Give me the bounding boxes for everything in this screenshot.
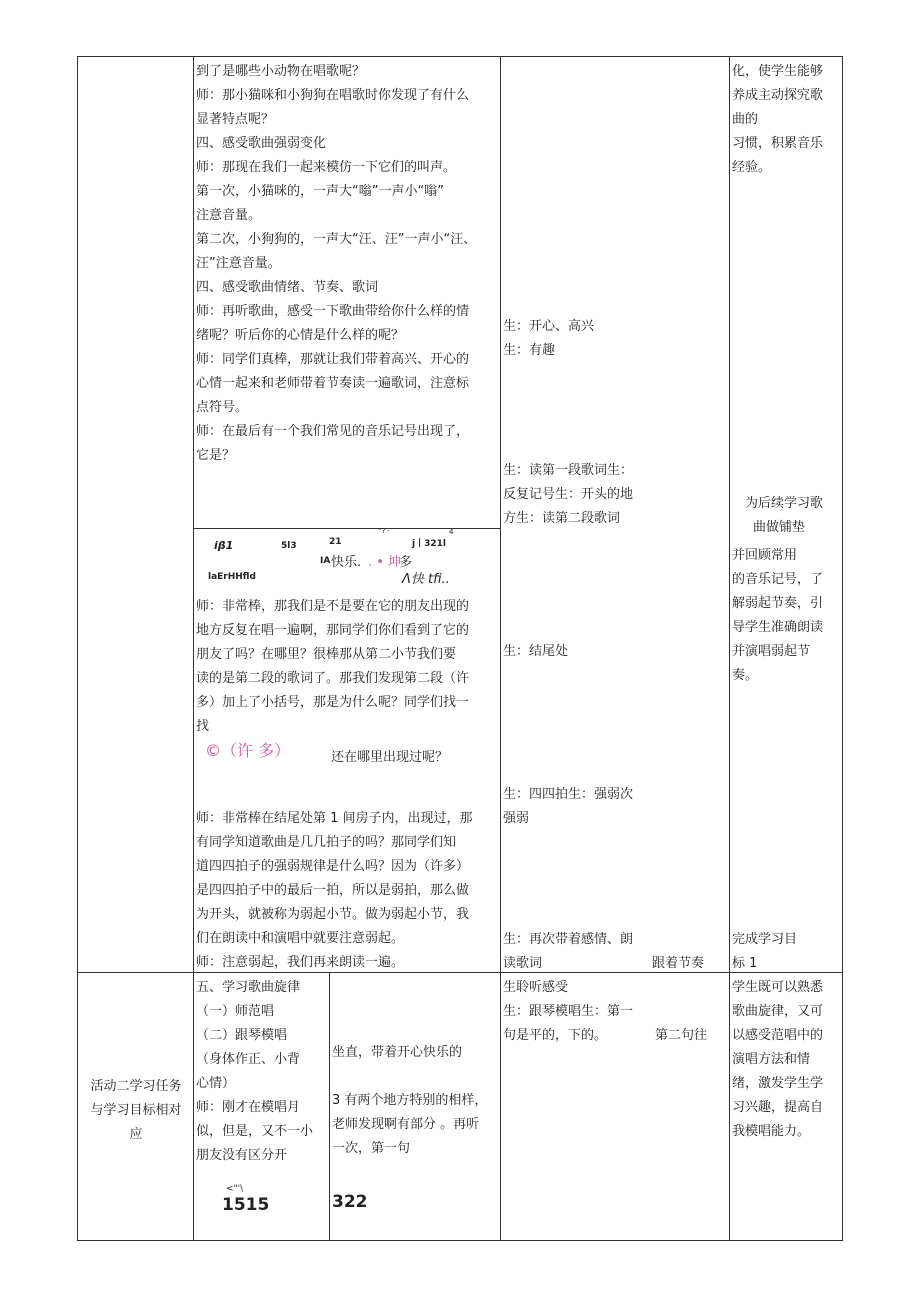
text-line: 它是？: [196, 448, 236, 463]
text-line: 为开头，就被称为弱起小节。做为弱起小节，我: [196, 907, 470, 922]
text-line: 到了是哪些小动物在唱歌呢？: [196, 64, 366, 79]
student-activity-c: [503, 640, 568, 664]
text-line: 师：刚才在模唱月: [196, 1100, 301, 1115]
student-activity-b: [503, 459, 633, 531]
text-line: 方生：读第二段歌词: [503, 511, 621, 526]
text-line: 是四四拍子中的最后一拍，所以是弱拍，那么做: [196, 883, 470, 898]
score-note: 21: [329, 537, 342, 547]
text-line: 师：再听歌曲，感受一下歌曲带给你什么样的情: [196, 304, 470, 319]
text-line: 强弱: [503, 811, 530, 826]
row2-design-purpose: [732, 976, 823, 1144]
text-line: 朋友没有区分开: [196, 1148, 288, 1163]
text-line: 生聆听感受: [503, 980, 569, 995]
text-line: 化，使学生能够: [732, 64, 824, 79]
score-mark: <"'\: [226, 1184, 244, 1194]
text-line: 读的是第二段的歌词了。那我们发现第二段（许: [196, 671, 470, 686]
text-line: 坐直，带着开心快乐的: [332, 1045, 463, 1060]
text-line: 心情一起来和老师带着节奏读一遍歌词，注意标: [196, 376, 470, 391]
text-line: 养成主动探究歌: [732, 88, 824, 103]
text-line: 读歌词: [503, 956, 543, 971]
text-line: 五、学习歌曲旋律: [196, 980, 301, 995]
design-purpose-b: [745, 492, 823, 540]
activity-two-label: [80, 1075, 192, 1147]
text-line: 显著特点呢？: [196, 112, 275, 127]
col-divider-2: [500, 56, 501, 1241]
text-line: 生：开心、高兴: [503, 319, 595, 334]
text-line: 师：同学们真棒，那就让我们带着高兴、开心的: [196, 352, 470, 367]
text-line: 师：那小猫咪和小狗狗在唱歌时你发现了有什么: [196, 88, 470, 103]
row2-student-right: 第二句往: [655, 1028, 708, 1043]
design-purpose-d: [732, 928, 797, 976]
text-line: 多）加上了小括号，那是为什么呢？同学们找一: [196, 695, 470, 710]
text-line: 心情）: [196, 1076, 236, 1091]
score-numbers: 322: [332, 1192, 368, 1212]
text-line: 奏。: [732, 668, 759, 683]
score-note: 5l3: [281, 541, 297, 551]
text-line: （一）师范唱: [196, 1004, 275, 1019]
student-activity-a: [503, 315, 594, 363]
where-else-text: 还在哪里出现过呢？: [331, 750, 449, 765]
text-line: 生：有趣: [503, 343, 556, 358]
text-line: 曲做铺垫: [753, 520, 806, 535]
text-line: 标 1: [732, 956, 758, 971]
col-divider-sub: [329, 972, 330, 1241]
score-note: 4: [449, 528, 454, 536]
text-line: 师：注意弱起，我们再来朗读一遍。: [196, 955, 405, 970]
text-line: 们在朗读中和演唱中就要注意弱起。: [196, 931, 405, 946]
text-line: 经验。: [732, 160, 772, 175]
text-line: 注意音量。: [196, 208, 262, 223]
text-line: 解弱起节奏，引: [732, 596, 824, 611]
text-line: 应: [129, 1127, 143, 1142]
text-line: 我模唱能力。: [732, 1124, 811, 1139]
text-line: 与学习目标相对: [90, 1103, 182, 1118]
text-line: 老师发现啊有部分 。再听: [332, 1117, 480, 1132]
text-line: 并演唱弱起节: [732, 644, 811, 659]
teacher-activity-top: [196, 60, 476, 468]
text-line: 3 有两个地方特别的相样，: [332, 1093, 488, 1108]
row2-student-activity: [503, 976, 633, 1048]
text-line: 生：跟琴模唱生：第一: [503, 1004, 634, 1019]
text-line: 四、感受歌曲情绪、节奏、歌词: [196, 280, 379, 295]
text-line: 绪呢？听后你的心情是什么样的呢？: [196, 328, 405, 343]
score-lyric: . • 坤: [368, 555, 402, 570]
text-line: 生：结尾处: [503, 644, 569, 659]
text-line: 师：那现在我们一起来模仿一下它们的叫声。: [196, 160, 457, 175]
circled-lyric: ©（许 多）: [205, 741, 291, 760]
text-line: 曲的: [732, 112, 759, 127]
text-line: 四、感受歌曲强弱变化: [196, 136, 327, 151]
score-lyric: 快乐.: [331, 555, 362, 570]
text-line: 生：再次带着感情、朗: [503, 932, 634, 947]
score-label: Λ快 tfi..: [402, 572, 450, 587]
text-line: 完成学习目: [732, 932, 798, 947]
text-line: 师：非常棒在结尾处第 1 间房子内，出现过，那: [196, 811, 473, 826]
score-lyric: 多: [399, 555, 413, 570]
col-divider-3: [729, 56, 730, 1241]
text-line: 地方反复在唱一遍啊，那同学们你们看到了它的: [196, 623, 470, 638]
text-line: 找: [196, 719, 210, 734]
text-line: 生：四四拍生：强弱次: [503, 787, 634, 802]
score-lyric: IA: [320, 556, 331, 566]
text-line: 似，但是，又不一小: [196, 1124, 314, 1139]
teacher-activity-middle: [196, 595, 469, 739]
row2-teacher-activity: [196, 976, 313, 1168]
text-line: 朋友了吗？在哪里？很棒那从第二小节我们要: [196, 647, 457, 662]
text-line: 绪，激发学生学: [732, 1076, 824, 1091]
text-line: 有同学知道歌曲是几几拍子的吗？那同学们知: [196, 835, 457, 850]
text-line: 演唱方法和情: [732, 1052, 811, 1067]
text-line: 第二次，小狗狗的，一声大“汪、汪”一声小“汪、: [196, 232, 477, 247]
text-line: 以感受范唱中的: [732, 1028, 824, 1043]
text-line: （身体作正、小背: [196, 1052, 301, 1067]
text-line: 一次，第一句: [332, 1141, 411, 1156]
text-line: 第一次，小猫咪的，一声大“嗡”一声小“嗡”: [196, 184, 444, 199]
text-line: （二）跟琴模唱: [196, 1028, 288, 1043]
text-line: 的音乐记号，了: [732, 572, 824, 587]
text-line: 师：非常棒，那我们是不是要在它的朋友出现的: [196, 599, 470, 614]
text-line: 习惯，积累音乐: [732, 136, 824, 151]
score-note: “? ·: [378, 527, 390, 535]
text-line: 点符号。: [196, 400, 249, 415]
score-numbers: 1515: [222, 1195, 270, 1215]
student-activity-e: [503, 928, 633, 976]
score-label: laErHHfld: [208, 572, 256, 582]
score-divider: [193, 528, 500, 529]
score-note: j丨321l: [412, 539, 446, 549]
score-note: iβ1: [214, 539, 234, 552]
text-line: 生：读第一段歌词生：: [503, 463, 634, 478]
text-line: 道四四拍子的强弱规律是什么吗？因为（许多）: [196, 859, 470, 874]
text-line: 反复记号生：开头的地: [503, 487, 634, 502]
text-line: 歌曲旋律，又可: [732, 1004, 824, 1019]
text-line: 师：在最后有一个我们常见的音乐记号出现了，: [196, 424, 470, 439]
student-activity-d: [503, 783, 633, 831]
text-line: 活动二学习任务: [90, 1079, 182, 1094]
text-line: 句是平的，下的。: [503, 1028, 608, 1043]
row2-middle-text-2: [332, 1089, 487, 1161]
text-line: 习兴趣，提高自: [732, 1100, 824, 1115]
row2-middle-text: [332, 1041, 462, 1065]
text-line: 为后续学习歌: [745, 496, 824, 511]
text-line: 汪”注意音量。: [196, 256, 281, 271]
design-purpose-c: [732, 544, 823, 688]
design-purpose-a: [732, 60, 823, 180]
teacher-activity-bottom: [196, 807, 473, 975]
student-activity-e-right: 跟着节奏: [652, 956, 705, 971]
text-line: 学生既可以熟悉: [732, 980, 824, 995]
col-divider-1: [193, 56, 194, 1241]
text-line: 并回顾常用: [732, 548, 798, 563]
text-line: 导学生准确朗读: [732, 620, 824, 635]
